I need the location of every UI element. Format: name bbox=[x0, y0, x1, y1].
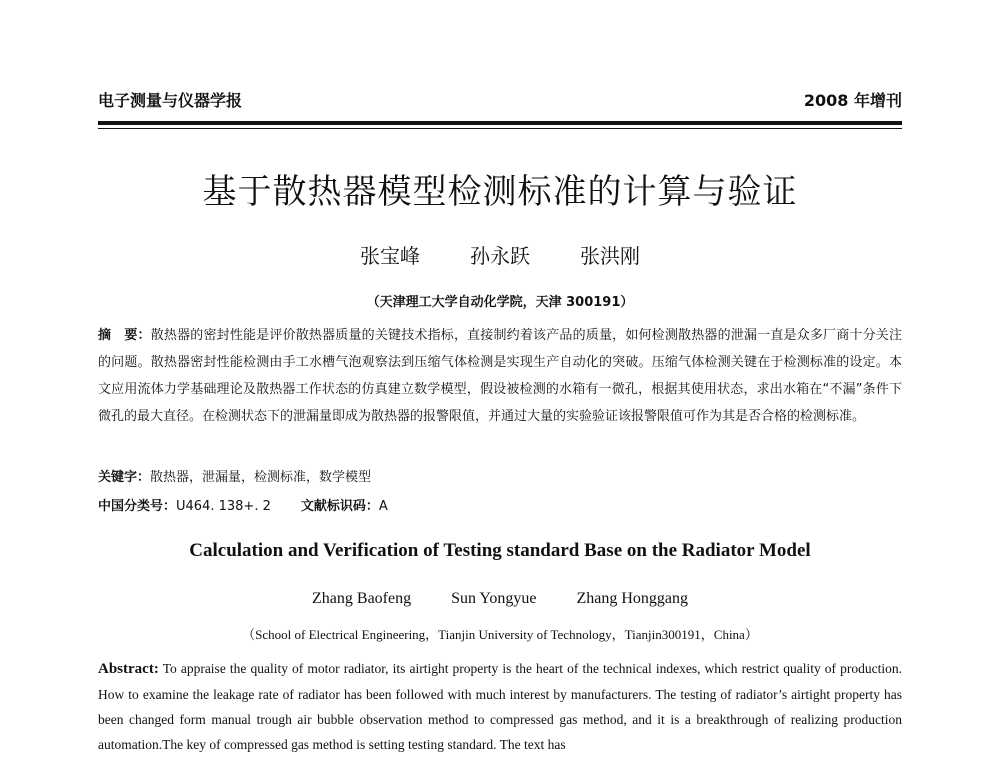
cn-keywords-label: 关键字： bbox=[98, 470, 151, 485]
header-rule-thin bbox=[98, 128, 902, 129]
cn-affiliation: （天津理工大学自动化学院，天津 300191） bbox=[366, 295, 634, 310]
en-author: Zhang Honggang bbox=[576, 590, 688, 607]
en-title: Calculation and Verification of Testing standard Base on the Radiator Model bbox=[189, 540, 811, 561]
journal-name: 电子测量与仪器学报 bbox=[98, 90, 243, 110]
cn-doc-code-label: 文献标识码： bbox=[300, 499, 379, 514]
en-abstract-label: Abstract: bbox=[98, 661, 159, 677]
cn-authors bbox=[0, 240, 1000, 269]
cn-author: 张宝峰 bbox=[360, 244, 420, 268]
cn-author: 孙永跃 bbox=[470, 244, 530, 268]
cn-classification bbox=[98, 495, 902, 514]
cn-keywords-value: 散热器，泄漏量，检测标准，数学模型 bbox=[150, 470, 372, 485]
en-author: Sun Yongyue bbox=[451, 590, 537, 607]
en-authors bbox=[0, 590, 1000, 608]
cn-class-value: U464. 138+. 2 bbox=[176, 499, 271, 514]
en-abstract-text: To appraise the quality of motor radiator, its airtight property is the heart of the technical indexes, which restrict quality of production. How to examine the leakage rate of radiator has been followed with much interest by manufacturers. The testing of radiator’s airtight property has been changed form manual trough air bubble observation method to compressed gas method, and it is a breakthrough of realizing production automation.The key of compressed gas method is setting testing standard. The text has bbox=[98, 661, 902, 752]
journal-header bbox=[98, 86, 902, 112]
en-affiliation: （School of Electrical Engineering，Tianjin University of Technology，Tianjin300191，China） bbox=[242, 627, 758, 642]
en-author: Zhang Baofeng bbox=[312, 590, 412, 607]
journal-issue: 2008 年增刊 bbox=[803, 90, 902, 110]
cn-title: 基于散热器模型检测标准的计算与验证 bbox=[202, 172, 798, 212]
cn-class-label: 中国分类号： bbox=[98, 499, 177, 514]
cn-abstract bbox=[98, 322, 902, 430]
cn-keywords bbox=[98, 466, 902, 485]
cn-abstract-text: 散热器的密封性能是评价散热器质量的关键技术指标，直接制约着该产品的质量，如何检测散热器的泄漏一直是众多厂商十分关注的问题。散热器密封性能检测由手工水槽气泡观察法到压缩气体检测是实现生产自动化的突破。压缩气体检测关键在于检测标准的设定。本文应用流体力学基础理论及散热器工作状态的仿真建立数学模型，假设被检测的水箱有一微孔，根据其使用状态，求出水箱在“不漏”条件下微孔的最大直径。在检测状态下的泄漏量即成为散热器的报警限值，并通过大量的实验验证该报警限值可作为其是否合格的检测标准。 bbox=[98, 328, 902, 424]
cn-author: 张洪刚 bbox=[580, 244, 640, 268]
cn-abstract-label: 摘 要： bbox=[98, 328, 151, 343]
en-abstract bbox=[98, 656, 902, 757]
header-rule-thick bbox=[98, 121, 902, 125]
cn-doc-code-value: A bbox=[378, 499, 388, 514]
